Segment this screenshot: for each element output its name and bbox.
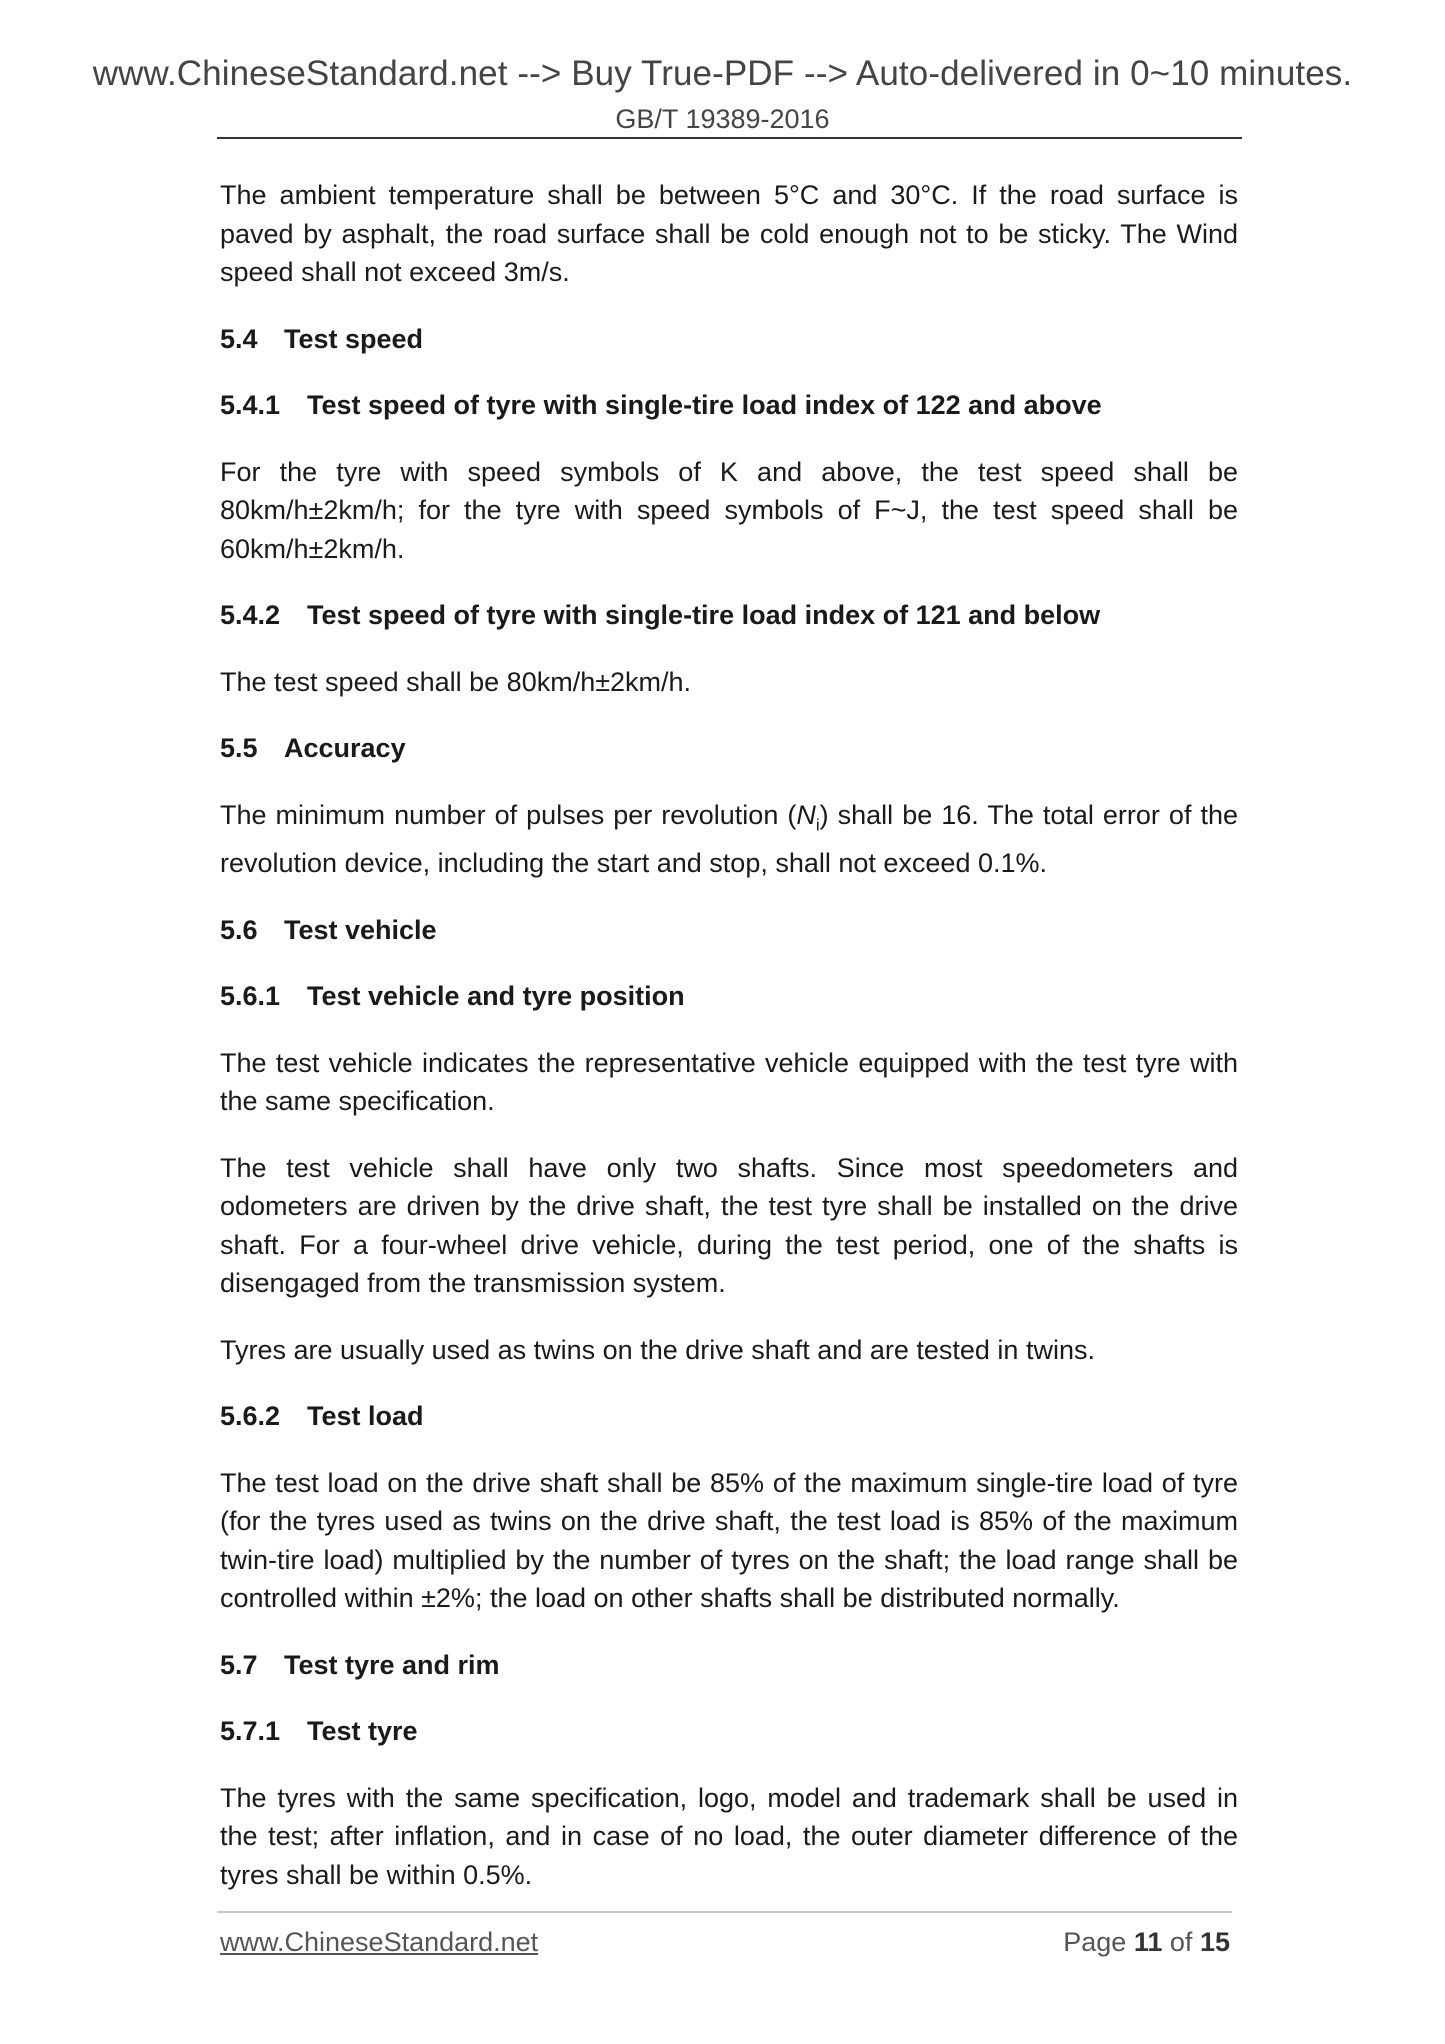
variable-subscript: i — [815, 814, 820, 834]
section-5-6-1-paragraph-c: Tyres are usually used as twins on the drive shaft and are tested in twins. — [220, 1334, 1095, 1365]
section-title: Test vehicle and tyre position — [307, 981, 685, 1012]
section-title: Test tyre and rim — [284, 1649, 500, 1680]
section-title: Test speed — [284, 323, 424, 354]
section-5-6-2-paragraph: The test load on the drive shaft shall be 85% of the maximum single-tire load of tyre (for the tyres used as twins on the drive shaft, the test load is 85% of the maximum twin-tire load) multiplied by the number of tyres on the shaft; the load range shall be controlled within ±2%; the load on other shafts shall be distributed normally. — [220, 1467, 1238, 1614]
of-label: of — [1169, 1927, 1193, 1957]
section-number: 5.7 — [220, 1649, 258, 1680]
section-number: 5.4 — [220, 323, 258, 354]
download-banner[interactable]: www.ChineseStandard.net --> Buy True-PDF --> Auto-delivered in 0~10 minutes. — [92, 54, 1353, 93]
section-title: Test speed of tyre with single-tire load index of 121 and below — [307, 600, 1101, 630]
section-5-7-1-heading — [220, 1712, 1238, 1751]
footer-divider — [217, 1911, 1232, 1913]
section-5-6-2-heading — [220, 1397, 1238, 1436]
section-5-6-1-paragraph-b: The test vehicle shall have only two shafts. Since most speedometers and odometers are driven by the drive shaft, the test tyre shall be installed on the drive shaft. For a four-wheel drive vehicle, during the test period, one of the shafts is disengaged from the transmission system. — [220, 1152, 1238, 1299]
section-5-4-2-paragraph: The test speed shall be 80km/h±2km/h. — [220, 666, 692, 697]
section-number: 5.4.2 — [220, 600, 281, 630]
section-title: Test vehicle — [284, 914, 437, 945]
page-content — [220, 176, 1238, 1922]
section-title: Accuracy — [284, 733, 406, 763]
section-5-7-1-paragraph: The tyres with the same specification, logo, model and trademark shall be used in the test; after inflation, and in case of no load, the outer diameter difference of the tyres shall be within 0.5%. — [220, 1782, 1238, 1890]
section-title: Test tyre — [307, 1716, 418, 1747]
header-divider — [217, 137, 1242, 139]
ambient-conditions-paragraph: The ambient temperature shall be between 5°C and 30°C. If the road surface is paved by asphalt, the road surface shall be cold enough not to be sticky. The Wind speed shall not exceed 3m/s. — [220, 180, 1238, 287]
section-5-4-1-heading — [220, 386, 1238, 425]
section-number: 5.6.2 — [220, 1401, 281, 1432]
section-5-4-heading — [220, 320, 1238, 359]
current-page-number: 11 — [1133, 1927, 1163, 1957]
section-number: 5.6.1 — [220, 981, 281, 1012]
section-5-7-heading — [220, 1646, 1238, 1685]
section-number: 5.4.1 — [220, 390, 281, 420]
document-id: GB/T 19389-2016 — [615, 104, 830, 134]
section-number: 5.6 — [220, 914, 258, 945]
text-run: The minimum number of pulses per revolution ( — [220, 799, 797, 830]
section-title: Test load — [307, 1401, 424, 1432]
section-5-4-2-heading — [220, 596, 1238, 635]
section-5-6-heading — [220, 911, 1238, 950]
section-5-6-1-paragraph-a: The test vehicle indicates the representative vehicle equipped with the test tyre with the same specification. — [220, 1047, 1238, 1117]
total-pages-number: 15 — [1199, 1927, 1230, 1957]
footer-site-link[interactable]: www.ChineseStandard.net — [220, 1927, 539, 1957]
section-5-4-1-paragraph: For the tyre with speed symbols of K and above, the test speed shall be 80km/h±2km/h; for the tyre with speed symbols of F~J, the test speed shall be 60km/h±2km/h. — [220, 456, 1238, 564]
section-title: Test speed of tyre with single-tire load index of 122 and above — [307, 390, 1102, 420]
text-run: ) shall be 16. The total error of the revolution device, including the start and stop, shall not exceed 0.1%. — [220, 799, 1239, 879]
page-indicator — [1063, 1927, 1230, 1958]
section-5-5-heading — [220, 729, 1238, 768]
section-number: 5.5 — [220, 733, 258, 763]
page-label: Page — [1063, 1927, 1127, 1957]
section-5-5-paragraph — [220, 796, 1238, 883]
section-number: 5.7.1 — [220, 1716, 281, 1747]
section-5-6-1-heading — [220, 977, 1238, 1016]
variable-n: N — [796, 799, 816, 830]
